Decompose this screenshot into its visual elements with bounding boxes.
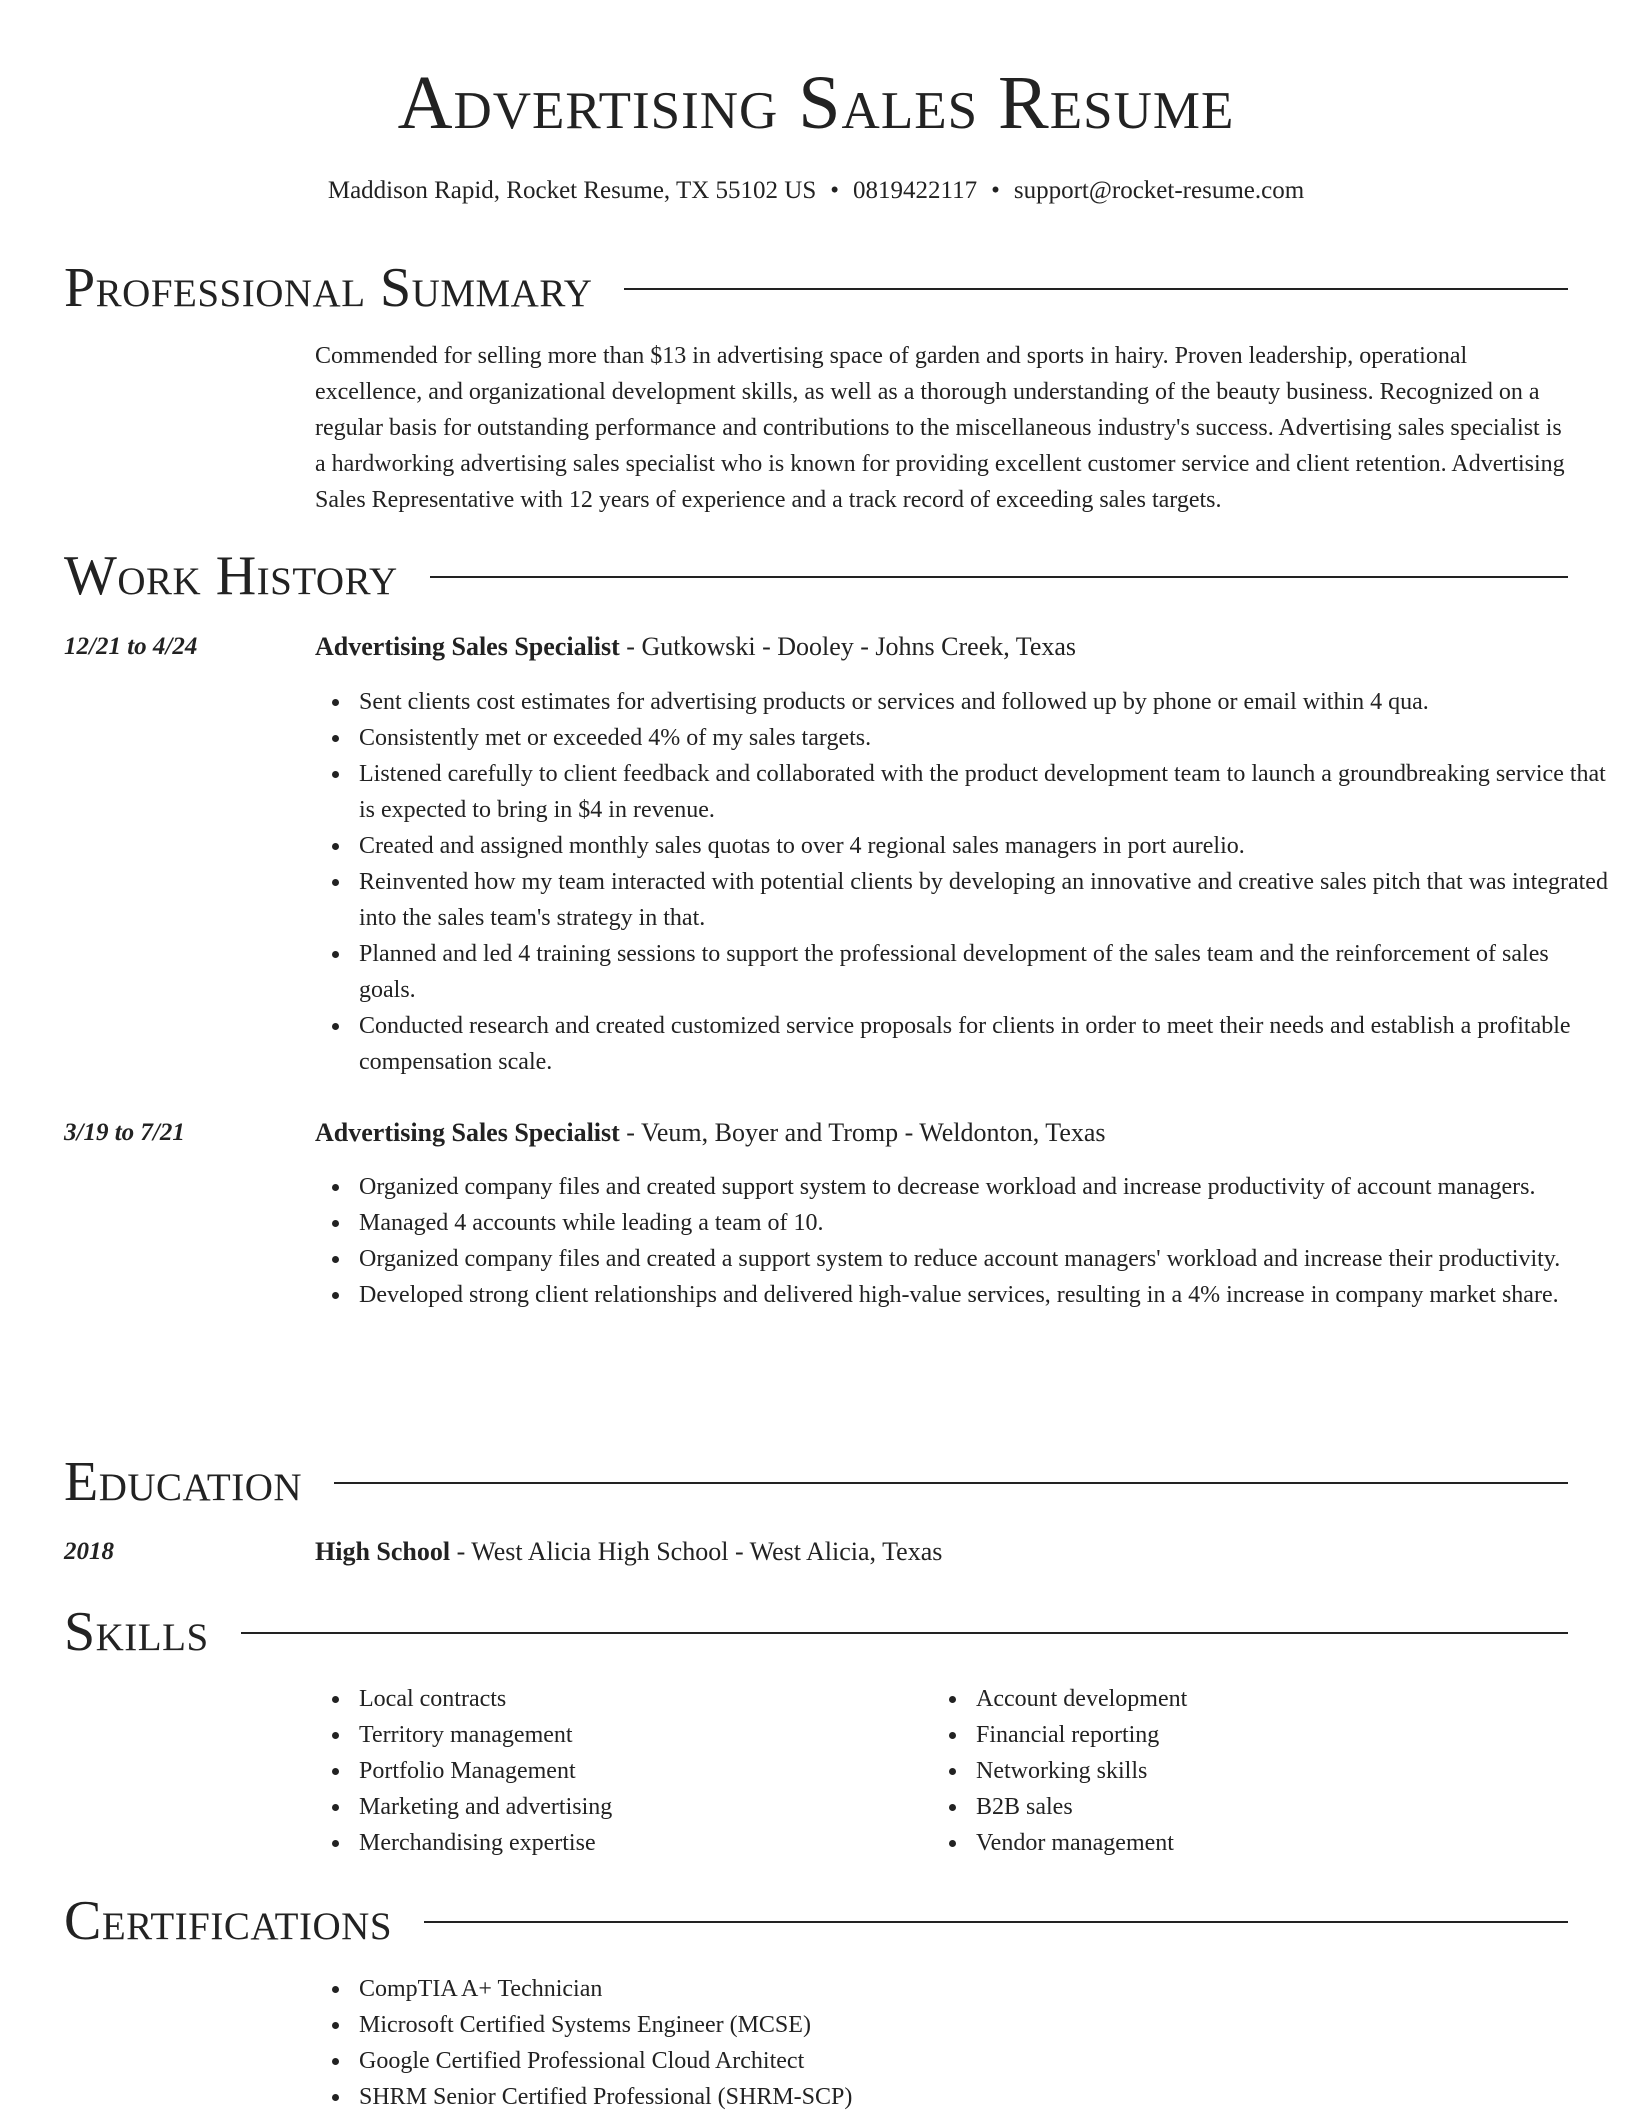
section-divider <box>430 576 1568 578</box>
list-item: Google Certified Professional Cloud Architect <box>359 2043 1611 2079</box>
section-divider <box>624 288 1568 290</box>
job-title: Advertising Sales Specialist <box>315 632 620 661</box>
education-year: 2018 <box>64 1538 114 1565</box>
job-header <box>315 1115 1567 1151</box>
list-item: Networking skills <box>976 1753 1536 1789</box>
job-bullets <box>315 684 1611 1080</box>
certifications-heading: Certifications <box>64 1890 393 1952</box>
list-item: Organized company files and created a support system to reduce account managers' workload and increase their productivity. <box>359 1241 1611 1277</box>
job-header <box>315 629 1567 665</box>
education-section-header <box>64 1450 1568 1514</box>
list-item: Planned and led 4 training sessions to support the professional development of the sales team and the reinforcement of sales goals. <box>359 936 1611 1008</box>
list-item: Territory management <box>359 1717 919 1753</box>
summary-section-header <box>64 256 1568 320</box>
skills-heading: Skills <box>64 1601 209 1663</box>
job-title: Advertising Sales Specialist <box>315 1118 620 1147</box>
contact-email: support@rocket-resume.com <box>1013 177 1305 204</box>
section-divider <box>241 1632 1568 1634</box>
list-item: Merchandising expertise <box>359 1825 919 1861</box>
list-item: Portfolio Management <box>359 1753 919 1789</box>
job-details: - Gutkowski - Dooley - Johns Creek, Texas <box>619 632 1077 661</box>
summary-text: Commended for selling more than $13 in advertising space of garden and sports in hairy. Proven leadership, operational excellence, and organizational development skills, as well as a thorough understanding of the beauty business. Recognized on a regular basis for outstanding performance and contributions to the miscellaneous industry's success. Advertising sales specialist is a hardworking advertising sales specialist who is known for providing excellent customer service and client retention. Advertising Sales Representative with 12 years of experience and a track record of exceeding sales targets. <box>315 343 1565 513</box>
list-item: Consistently met or exceeded 4% of my sales targets. <box>359 720 1611 756</box>
contact-phone: 0819422117 <box>853 177 978 204</box>
contact-separator: • <box>991 177 1000 204</box>
job-bullets <box>315 1169 1611 1313</box>
list-item: B2B sales <box>976 1789 1536 1825</box>
job-details: - Veum, Boyer and Tromp - Weldonton, Texas <box>619 1118 1106 1147</box>
section-divider <box>334 1482 1568 1484</box>
certifications-section-header <box>64 1889 1568 1953</box>
job-dates: 12/21 to 4/24 <box>64 633 198 660</box>
education-heading: Education <box>64 1451 303 1513</box>
list-item: Account development <box>976 1681 1536 1717</box>
contact-line <box>0 174 1632 208</box>
list-item: Microsoft Certified Systems Engineer (MCSE) <box>359 2007 1611 2043</box>
list-item: Listened carefully to client feedback and collaborated with the product development team to launch a groundbreaking service that is expected to bring in $4 in revenue. <box>359 756 1611 828</box>
education-details: - West Alicia High School - West Alicia, Texas <box>450 1537 943 1566</box>
list-item: Marketing and advertising <box>359 1789 919 1825</box>
list-item: Vendor management <box>976 1825 1536 1861</box>
list-item: CompTIA A+ Technician <box>359 1971 1611 2007</box>
job-dates: 3/19 to 7/21 <box>64 1119 185 1146</box>
list-item: Reinvented how my team interacted with potential clients by developing an innovative and creative sales pitch that was integrated into the sales team's strategy in that. <box>359 864 1611 936</box>
list-item: Developed strong client relationships and delivered high-value services, resulting in a 4% increase in company market share. <box>359 1277 1611 1313</box>
section-divider <box>424 1921 1568 1923</box>
summary-heading: Professional Summary <box>64 257 593 319</box>
list-item: Organized company files and created support system to decrease workload and increase productivity of account managers. <box>359 1169 1611 1205</box>
education-entry <box>315 1534 1567 1570</box>
list-item: Managed 4 accounts while leading a team of 10. <box>359 1205 1611 1241</box>
contact-separator: • <box>830 177 840 204</box>
resume-title: Advertising Sales Resume <box>397 61 1235 145</box>
list-item: Financial reporting <box>976 1717 1536 1753</box>
list-item: Conducted research and created customized service proposals for clients in order to meet their needs and establish a profitable compensation scale. <box>359 1008 1611 1080</box>
contact-address: Maddison Rapid, Rocket Resume, TX 55102 US <box>327 177 817 204</box>
skills-list-left <box>315 1681 919 1861</box>
work-section-header <box>64 544 1568 608</box>
skills-section-header <box>64 1600 1568 1664</box>
list-item: Local contracts <box>359 1681 919 1717</box>
list-item: Sent clients cost estimates for advertising products or services and followed up by phone or email within 4 qua. <box>359 684 1611 720</box>
education-degree: High School <box>315 1537 451 1566</box>
list-item: Created and assigned monthly sales quotas to over 4 regional sales managers in port aurelio. <box>359 828 1611 864</box>
list-item: SHRM Senior Certified Professional (SHRM-SCP) <box>359 2079 1611 2115</box>
work-heading: Work History <box>64 545 398 607</box>
certifications-list <box>315 1971 1611 2115</box>
skills-list-right <box>932 1681 1536 1861</box>
